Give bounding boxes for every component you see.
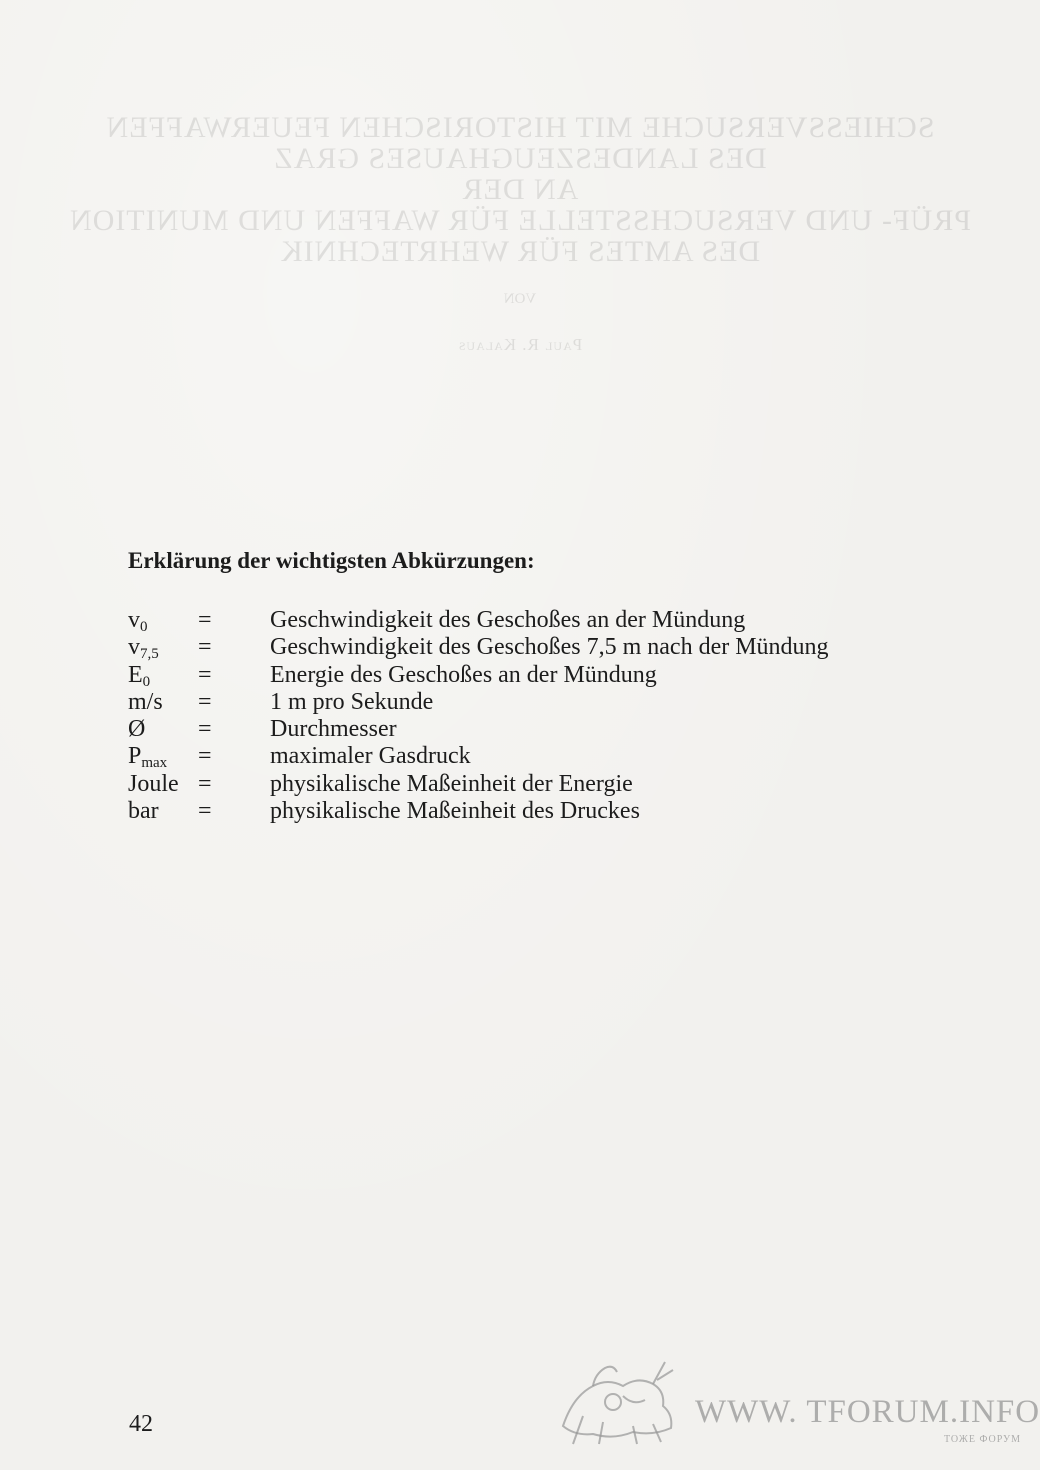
equals-sign: =	[198, 607, 212, 633]
equals-sign: =	[198, 688, 212, 715]
abbreviation-row	[128, 798, 829, 825]
abbreviation-term: $E_0$	[128, 661, 151, 690]
abbreviation-row	[128, 662, 829, 689]
abbreviation-description: Energie des Geschoßes an der Mündung	[270, 661, 657, 688]
abbreviation-description: 1 m pro Sekunde	[270, 688, 434, 715]
abbreviation-description: physikalische Maßeinheit der Energie	[270, 770, 633, 797]
abbreviation-row	[128, 716, 829, 743]
abbreviation-term: $P_{max}$	[128, 743, 168, 772]
bleed-von: VON	[503, 291, 537, 307]
abbreviation-description: physikalische Maßeinheit des Druckes	[270, 798, 640, 825]
abbreviation-row	[128, 743, 829, 770]
watermark	[553, 1356, 1040, 1446]
abbreviation-term: m/s	[128, 688, 163, 715]
knight-logo-icon	[553, 1356, 681, 1446]
abbreviation-row	[128, 689, 829, 716]
watermark-text: WWW. TFORUM.INFO	[695, 1394, 1040, 1430]
abbreviation-description: maximaler Gasdruck	[270, 743, 471, 770]
abbreviation-description: Geschwindigkeit des Geschoßes 7,5 m nach der Mündung	[270, 634, 829, 661]
bleed-line: DES LANDESZEUGHAUSES GRAZ	[273, 142, 767, 175]
abbreviation-row	[128, 607, 829, 634]
abbreviation-list	[128, 607, 829, 825]
equals-sign: =	[198, 661, 212, 688]
abbreviation-row	[128, 771, 829, 798]
abbreviation-description: Durchmesser	[270, 716, 397, 743]
bleed-line: AN DER	[461, 173, 579, 206]
page-number: 42	[129, 1411, 153, 1437]
abbreviation-description: Geschwindigkeit des Geschoßes an der Mündung	[270, 607, 746, 633]
bleed-line: DES AMTES FÜR WEHRTECHNIK	[279, 235, 761, 268]
equals-sign: =	[198, 798, 212, 825]
abbreviation-term: Ø	[128, 716, 146, 743]
abbreviation-term: $v_{7,5}$	[128, 634, 159, 663]
abbreviation-term: Joule	[128, 770, 179, 797]
abbreviation-row	[128, 634, 829, 661]
equals-sign: =	[198, 716, 212, 743]
equals-sign: =	[198, 743, 212, 770]
equals-sign: =	[198, 770, 212, 797]
watermark-subtext: ТОЖЕ ФОРУМ	[943, 1434, 1021, 1445]
bleed-line: PRÜF- UND VERSUCHSSTELLE FÜR WAFFEN UND MUNITION	[69, 204, 971, 237]
section-heading: Erklärung der wichtigsten Abkürzungen:	[128, 548, 535, 573]
abbreviation-term: $v_0$	[128, 607, 148, 635]
bleed-through-title	[0, 112, 1040, 355]
abbreviation-term: bar	[128, 798, 159, 825]
bleed-line: SCHIESSVERSUCHE MIT HISTORISCHEN FEUERWAFFEN	[105, 111, 935, 144]
bleed-author: Paul R. Kalaus	[457, 335, 583, 354]
equals-sign: =	[198, 634, 212, 661]
